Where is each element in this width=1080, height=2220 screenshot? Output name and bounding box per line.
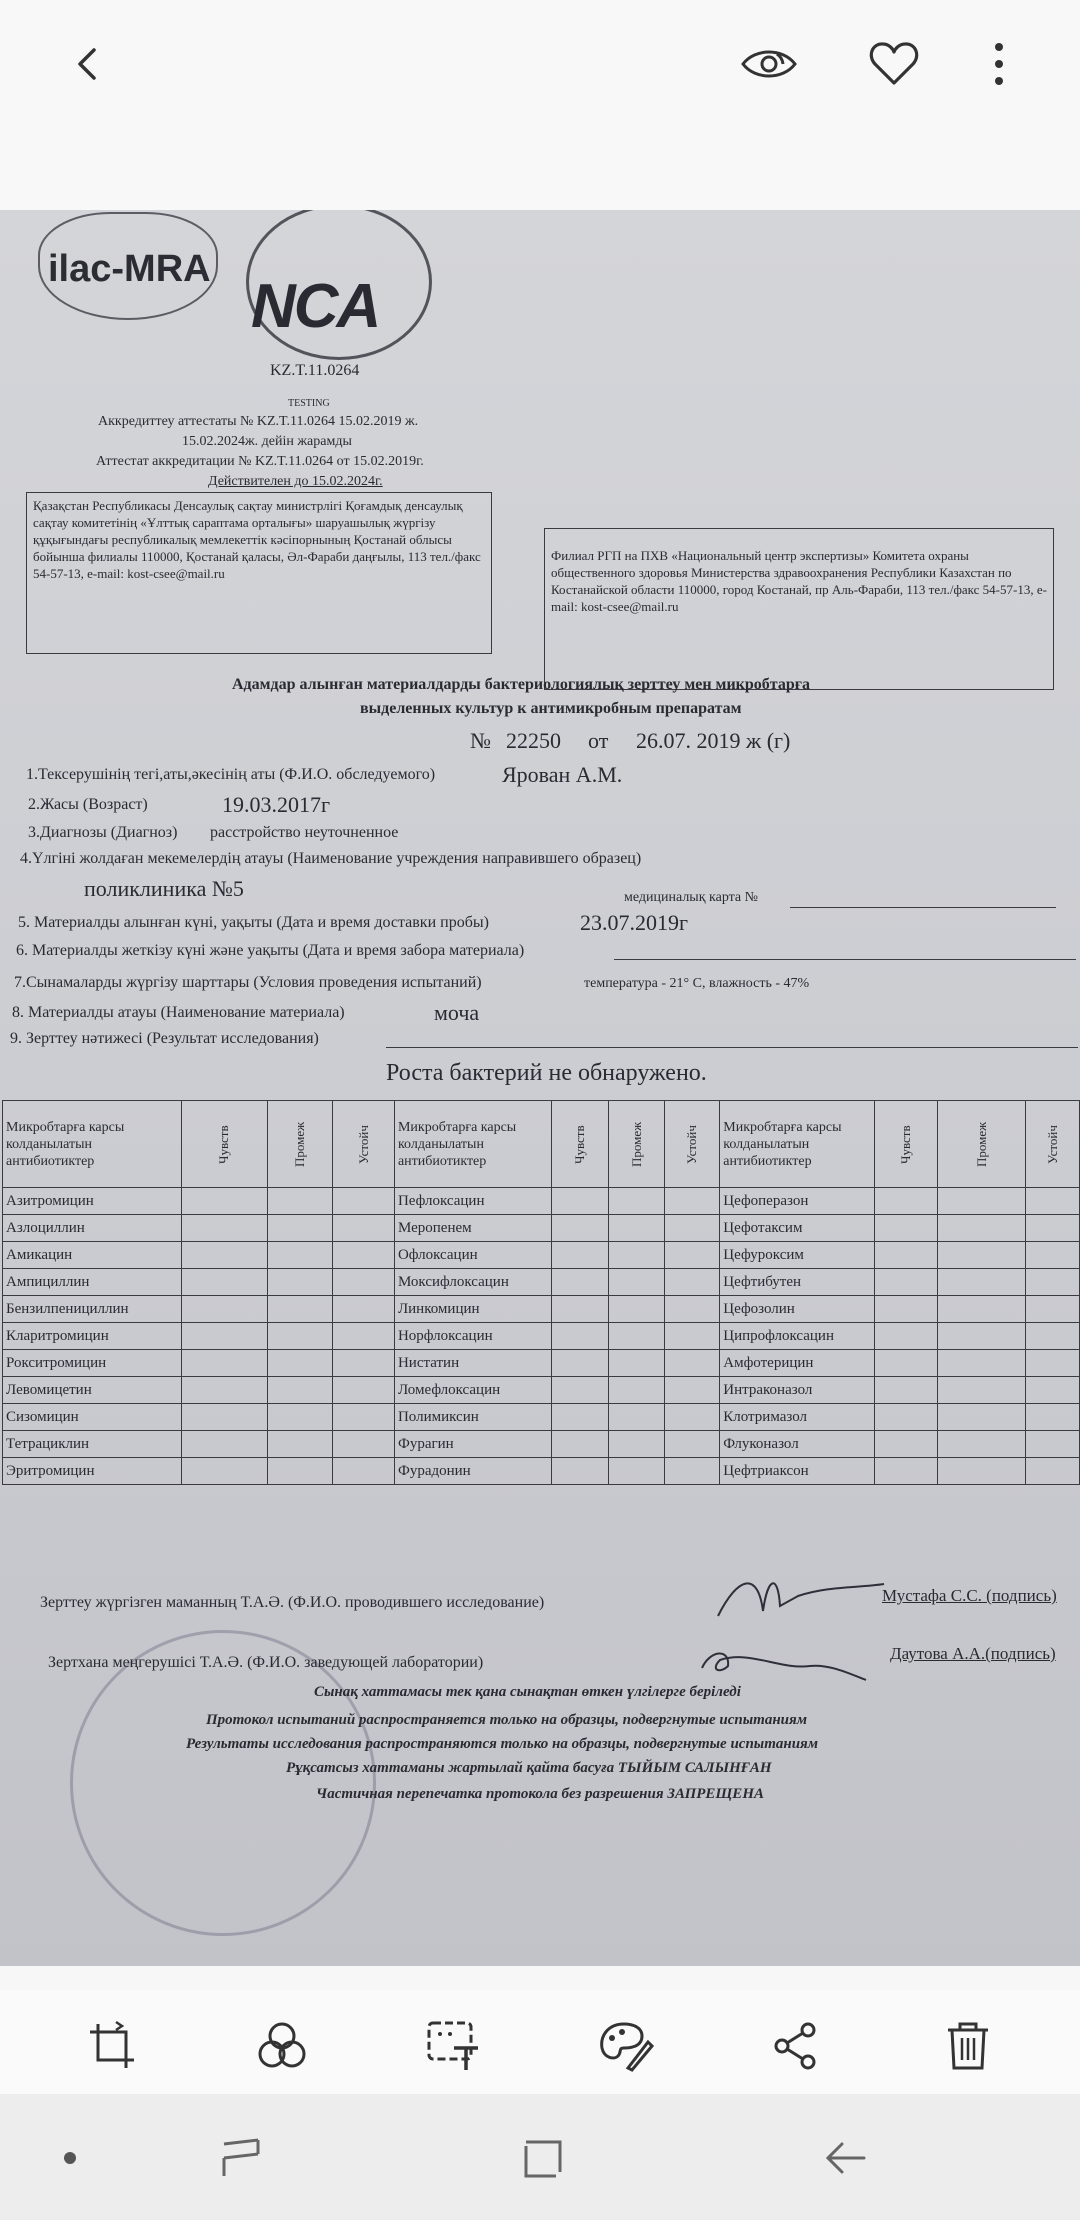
result-cell: [267, 1458, 333, 1485]
result-cell: [551, 1188, 609, 1215]
signature-1-scribble: [708, 1566, 888, 1626]
rotate-crop-icon[interactable]: [76, 2010, 148, 2082]
antibiotic-name: Левомицетин: [3, 1377, 182, 1404]
result-cell: [267, 1296, 333, 1323]
address-ru-text: Филиал РГП на ПХВ «Национальный центр экспертизы» Комитета охраны общественного здоровья Министерства здравоохранения Республики Казахстан по Костанайской области 110000, город Костанай, пр Аль-Фараби, 113 тел./факс 54-57-13, e-mail: kost-csee@mail.ru: [551, 548, 1047, 614]
signature-1-label: Зерттеу жүргізген маманның Т.А.Ә. (Ф.И.О. проводившего исследование): [40, 1594, 545, 1611]
result-cell: [181, 1296, 267, 1323]
result-cell: [181, 1323, 267, 1350]
table-row: [3, 1269, 1080, 1296]
result-cell: [333, 1188, 395, 1215]
result-cell: [551, 1215, 609, 1242]
antibiotic-name: Рокситромицин: [3, 1350, 182, 1377]
result-cell: [664, 1296, 720, 1323]
result-cell: [664, 1404, 720, 1431]
header-intermediate-3: Промеж: [938, 1101, 1026, 1188]
dot-icon: [34, 2122, 106, 2194]
eye-icon[interactable]: [733, 28, 805, 100]
field-6-label: 6. Материалды жеткізу күні және уақыты (Дата и время забора материала): [16, 942, 525, 959]
card-line: [790, 907, 1056, 908]
field-8-label: 8. Материалды атауы (Наименование материала): [12, 1004, 345, 1021]
field-5-label: 5. Материалды алынған күні, уақыты (Дата и время доставки пробы): [18, 914, 489, 931]
result-cell: [938, 1269, 1026, 1296]
result-cell: [1026, 1404, 1080, 1431]
result-cell: [181, 1377, 267, 1404]
header-intermediate-1: Промеж: [267, 1101, 333, 1188]
result-cell: [1026, 1242, 1080, 1269]
result-cell: [551, 1296, 609, 1323]
document-photo: [0, 210, 1080, 1966]
result-cell: [609, 1431, 665, 1458]
antibiotic-name: Ломефлоксацин: [394, 1377, 551, 1404]
table-row: [3, 1188, 1080, 1215]
result-cell: [181, 1188, 267, 1215]
result-cell: [664, 1431, 720, 1458]
result-cell: [333, 1296, 395, 1323]
result-cell: [609, 1404, 665, 1431]
antibiotic-name: Амикацин: [3, 1242, 182, 1269]
result-cell: [551, 1350, 609, 1377]
result-cell: [609, 1458, 665, 1485]
result-cell: [874, 1431, 938, 1458]
result-cell: [267, 1215, 333, 1242]
testing-label: TESTING: [288, 398, 330, 409]
result-cell: [664, 1188, 720, 1215]
antibiotic-name: Меропенем: [394, 1215, 551, 1242]
antibiotic-name: Пефлоксацин: [394, 1188, 551, 1215]
result-cell: [181, 1269, 267, 1296]
result-cell: [267, 1431, 333, 1458]
result-cell: [874, 1296, 938, 1323]
result-cell: [551, 1377, 609, 1404]
back-icon[interactable]: [52, 28, 124, 100]
decorate-icon[interactable]: [590, 2010, 662, 2082]
footer-line-4: Рұқсатсыз хаттаманы жартылай қайта басуға ТЫЙЫМ САЛЫНҒАН: [286, 1760, 772, 1776]
result-cell: [551, 1458, 609, 1485]
protocol-number: 22250: [506, 728, 561, 753]
table-row: [3, 1404, 1080, 1431]
signature-2-scribble: [690, 1630, 870, 1690]
result-cell: [874, 1242, 938, 1269]
result-cell: [938, 1350, 1026, 1377]
result-cell: [874, 1323, 938, 1350]
top-toolbar: [0, 0, 1080, 210]
accred-kz-2: 15.02.2024ж. дейін жарамды: [182, 434, 352, 449]
result-cell: [1026, 1188, 1080, 1215]
protocol-from-label: от: [588, 728, 609, 753]
table-row: [3, 1242, 1080, 1269]
nca-logo-text: NCA: [251, 272, 380, 341]
result-cell: [1026, 1296, 1080, 1323]
result-cell: [938, 1188, 1026, 1215]
result-cell: [609, 1188, 665, 1215]
result-cell: [181, 1404, 267, 1431]
antibiotic-name: Линкомицин: [394, 1296, 551, 1323]
result-cell: [267, 1323, 333, 1350]
field-7-label: 7.Сынамаларды жүргізу шарттары (Условия проведения испытаний): [14, 974, 482, 991]
result-cell: [874, 1404, 938, 1431]
header-sensitive-1: Чувств: [181, 1101, 267, 1188]
field-6-line: [614, 959, 1076, 960]
result-cell: [267, 1350, 333, 1377]
address-box-kz: [26, 492, 492, 654]
document: [0, 210, 1080, 1966]
lab-stamp: [70, 1630, 376, 1936]
result-cell: [874, 1188, 938, 1215]
footer-line-2: Протокол испытаний распространяется только на образцы, подвергнутые испытаниям: [206, 1712, 808, 1728]
antibiotic-name: Азитромицин: [3, 1188, 182, 1215]
antibiotic-name: Цефуроксим: [720, 1242, 875, 1269]
result-cell: [333, 1458, 395, 1485]
antibiotic-name: Фурагин: [394, 1431, 551, 1458]
result-cell: [609, 1323, 665, 1350]
recents-icon[interactable]: [206, 2122, 278, 2194]
reg-number: KZ.T.11.0264: [270, 362, 360, 379]
signature-2-name: Даутова А.А.(подпись): [890, 1644, 1056, 1663]
header-intermediate-2: Промеж: [609, 1101, 665, 1188]
result-cell: [664, 1377, 720, 1404]
field-1-value: Ярован А.М.: [502, 762, 623, 787]
result-cell: [181, 1458, 267, 1485]
protocol-no-label: №: [470, 728, 491, 753]
field-4-label: 4.Үлгіні жолдаған мекемелердің атауы (Наименование учреждения направившего образец): [20, 850, 642, 867]
antibiotic-name: Полимиксин: [394, 1404, 551, 1431]
result-cell: [181, 1350, 267, 1377]
result-cell: [551, 1242, 609, 1269]
result-cell: [1026, 1269, 1080, 1296]
table-header-row: [3, 1101, 1080, 1188]
result-cell: [1026, 1350, 1080, 1377]
result-cell: [333, 1215, 395, 1242]
header-antibiotic-1: Микробтарға карсы колданылатын антибиотиктер: [3, 1101, 182, 1188]
antibiotic-name: Цефтибутен: [720, 1269, 875, 1296]
result-cell: [551, 1404, 609, 1431]
header-sensitive-3: Чувств: [874, 1101, 938, 1188]
result-cell: [267, 1377, 333, 1404]
field-7-value: температура - 21° С, влажность - 47%: [584, 976, 810, 991]
result-cell: [609, 1269, 665, 1296]
result-cell: [333, 1269, 395, 1296]
ilac-logo: [38, 212, 218, 320]
table-row: [3, 1215, 1080, 1242]
header-antibiotic-3: Микробтарға карсы колданылатын антибиотиктер: [720, 1101, 875, 1188]
antibiotic-name: Цефотаксим: [720, 1215, 875, 1242]
result-text: Роста бактерий не обнаружено.: [386, 1060, 707, 1086]
antibiotic-name: Тетрациклин: [3, 1431, 182, 1458]
field-9-label: 9. Зерттеу нәтижесі (Результат исследования): [10, 1030, 319, 1047]
nca-logo: [246, 210, 432, 360]
result-cell: [333, 1350, 395, 1377]
result-cell: [267, 1269, 333, 1296]
antibiotic-name: Эритромицин: [3, 1458, 182, 1485]
antibiotic-name: Моксифлоксацин: [394, 1269, 551, 1296]
field-8-value: моча: [434, 1000, 480, 1025]
result-cell: [609, 1296, 665, 1323]
antibiotics-table: [2, 1100, 1080, 1485]
accred-ru-1: Аттестат аккредитации № KZ.T.11.0264 от 15.02.2019г.: [96, 454, 424, 469]
field-2-value: 19.03.2017г: [222, 792, 331, 817]
result-cell: [609, 1242, 665, 1269]
antibiotic-name: Ципрофлоксацин: [720, 1323, 875, 1350]
table-row: [3, 1377, 1080, 1404]
antibiotic-name: Флуконазол: [720, 1431, 875, 1458]
result-cell: [1026, 1215, 1080, 1242]
result-cell: [1026, 1458, 1080, 1485]
text-extract-icon[interactable]: [418, 2010, 490, 2082]
result-cell: [938, 1431, 1026, 1458]
table-row: [3, 1350, 1080, 1377]
antibiotic-name: Азлоциллин: [3, 1215, 182, 1242]
result-cell: [938, 1296, 1026, 1323]
result-cell: [267, 1188, 333, 1215]
result-cell: [1026, 1377, 1080, 1404]
antibiotic-name: Интраконазол: [720, 1377, 875, 1404]
antibiotic-name: Норфлоксацин: [394, 1323, 551, 1350]
result-cell: [609, 1215, 665, 1242]
title-ru: выделенных культур к антимикробным препаратам: [360, 700, 742, 717]
antibiotic-name: Кларитромицин: [3, 1323, 182, 1350]
antibiotic-name: Цефтриаксон: [720, 1458, 875, 1485]
result-cell: [1026, 1323, 1080, 1350]
result-cell: [874, 1377, 938, 1404]
ilac-logo-text: ilac-MRA: [48, 248, 211, 290]
address-kz-text: Қазақстан Республикасы Денсаулық сақтау министрлігі Қоғамдық денсаулық сақтау комитетінің «Ұлттық сараптама орталығы» шаруашылық жүргізу құқығындағы республикалық мемлекеттік кәсіпорнының Қостанай облысы бойынша филиалы 110000, Қостанай қаласы, Әл-Фараби даңғылы, 113 тел./факс 54-57-13, e-mail: kost-csee@mail.ru: [33, 498, 481, 581]
result-cell: [664, 1350, 720, 1377]
result-cell: [938, 1404, 1026, 1431]
table-row: [3, 1323, 1080, 1350]
antibiotic-name: Амфотерицин: [720, 1350, 875, 1377]
table-row: [3, 1296, 1080, 1323]
result-cell: [333, 1404, 395, 1431]
antibiotic-name: Цефоперазон: [720, 1188, 875, 1215]
delete-icon[interactable]: [932, 2010, 1004, 2082]
result-cell: [1026, 1431, 1080, 1458]
protocol-date: 26.07. 2019 ж (г): [636, 728, 791, 753]
result-cell: [938, 1377, 1026, 1404]
header-antibiotic-2: Микробтарға карсы колданылатын антибиотиктер: [394, 1101, 551, 1188]
accred-ru-2: Действителен до 15.02.2024г.: [208, 474, 383, 489]
accred-kz-1: Аккредиттеу аттестаты № KZ.T.11.0264 15.02.2019 ж.: [98, 414, 419, 429]
result-cell: [874, 1350, 938, 1377]
title-kz: Адамдар алынған материалдарды бактериологиялық зерттеу мен микробтарға: [232, 676, 810, 693]
result-cell: [938, 1242, 1026, 1269]
share-icon[interactable]: [760, 2010, 832, 2082]
result-cell: [664, 1323, 720, 1350]
back-nav-icon[interactable]: [810, 2122, 882, 2194]
header-sensitive-2: Чувств: [551, 1101, 609, 1188]
result-cell: [664, 1215, 720, 1242]
home-icon[interactable]: [506, 2122, 578, 2194]
antibiotic-name: Сизомицин: [3, 1404, 182, 1431]
heart-icon[interactable]: [858, 28, 930, 100]
footer-line-5: Частичная перепечатка протокола без разрешения ЗАПРЕЩЕНА: [316, 1786, 764, 1802]
antibiotic-name: Клотримазол: [720, 1404, 875, 1431]
result-cell: [609, 1377, 665, 1404]
field-9-line: [386, 1047, 1078, 1048]
result-cell: [333, 1242, 395, 1269]
field-3-label: 3.Диагнозы (Диагноз): [28, 824, 178, 841]
result-cell: [551, 1323, 609, 1350]
more-icon[interactable]: [963, 28, 1035, 100]
field-2-label: 2.Жасы (Возраст): [28, 796, 148, 813]
antibiotic-name: Бензилпенициллин: [3, 1296, 182, 1323]
result-cell: [267, 1404, 333, 1431]
antibiotic-name: Фурадонин: [394, 1458, 551, 1485]
header-resistant-2: Устойч: [664, 1101, 720, 1188]
result-cell: [664, 1269, 720, 1296]
table-row: [3, 1458, 1080, 1485]
result-cell: [551, 1431, 609, 1458]
effects-icon[interactable]: [246, 2010, 318, 2082]
result-cell: [664, 1458, 720, 1485]
result-cell: [551, 1269, 609, 1296]
result-cell: [333, 1377, 395, 1404]
result-cell: [267, 1242, 333, 1269]
result-cell: [333, 1323, 395, 1350]
field-4-value: поликлиника №5: [84, 876, 244, 901]
result-cell: [609, 1350, 665, 1377]
bottom-toolbar: [0, 1990, 1080, 2110]
header-resistant-3: Устойч: [1026, 1101, 1080, 1188]
result-cell: [874, 1215, 938, 1242]
antibiotic-name: Нистатин: [394, 1350, 551, 1377]
field-5-value: 23.07.2019г: [580, 910, 689, 935]
result-cell: [874, 1269, 938, 1296]
result-cell: [181, 1431, 267, 1458]
signature-1-name: Мустафа С.С. (подпись): [882, 1586, 1057, 1605]
antibiotic-name: Офлоксацин: [394, 1242, 551, 1269]
signature-2-label: Зертхана меңгерушісі Т.А.Ә. (Ф.И.О. заведующей лаборатории): [48, 1654, 484, 1671]
footer-line-1: Сынақ хаттамасы тек қана сынақтан өткен үлгілерге беріледі: [314, 1684, 741, 1700]
field-1-label: 1.Тексерушінің тегі,аты,әкесінің аты (Ф.И.О. обследуемого): [26, 766, 436, 783]
antibiotic-name: Цефозолин: [720, 1296, 875, 1323]
result-cell: [874, 1458, 938, 1485]
header-resistant-1: Устойч: [333, 1101, 395, 1188]
table-row: [3, 1431, 1080, 1458]
result-cell: [664, 1242, 720, 1269]
result-cell: [938, 1215, 1026, 1242]
card-label: медициналық карта №: [624, 890, 758, 905]
result-cell: [181, 1242, 267, 1269]
field-3-value: расстройство неуточненное: [210, 824, 399, 841]
system-navbar: [0, 2094, 1080, 2220]
footer-line-3: Результаты исследования распространяются только на образцы, подвергнутые испытаниям: [186, 1736, 819, 1752]
result-cell: [333, 1431, 395, 1458]
result-cell: [938, 1458, 1026, 1485]
address-box-ru: [544, 528, 1054, 690]
result-cell: [938, 1323, 1026, 1350]
result-cell: [181, 1215, 267, 1242]
antibiotic-name: Ампициллин: [3, 1269, 182, 1296]
